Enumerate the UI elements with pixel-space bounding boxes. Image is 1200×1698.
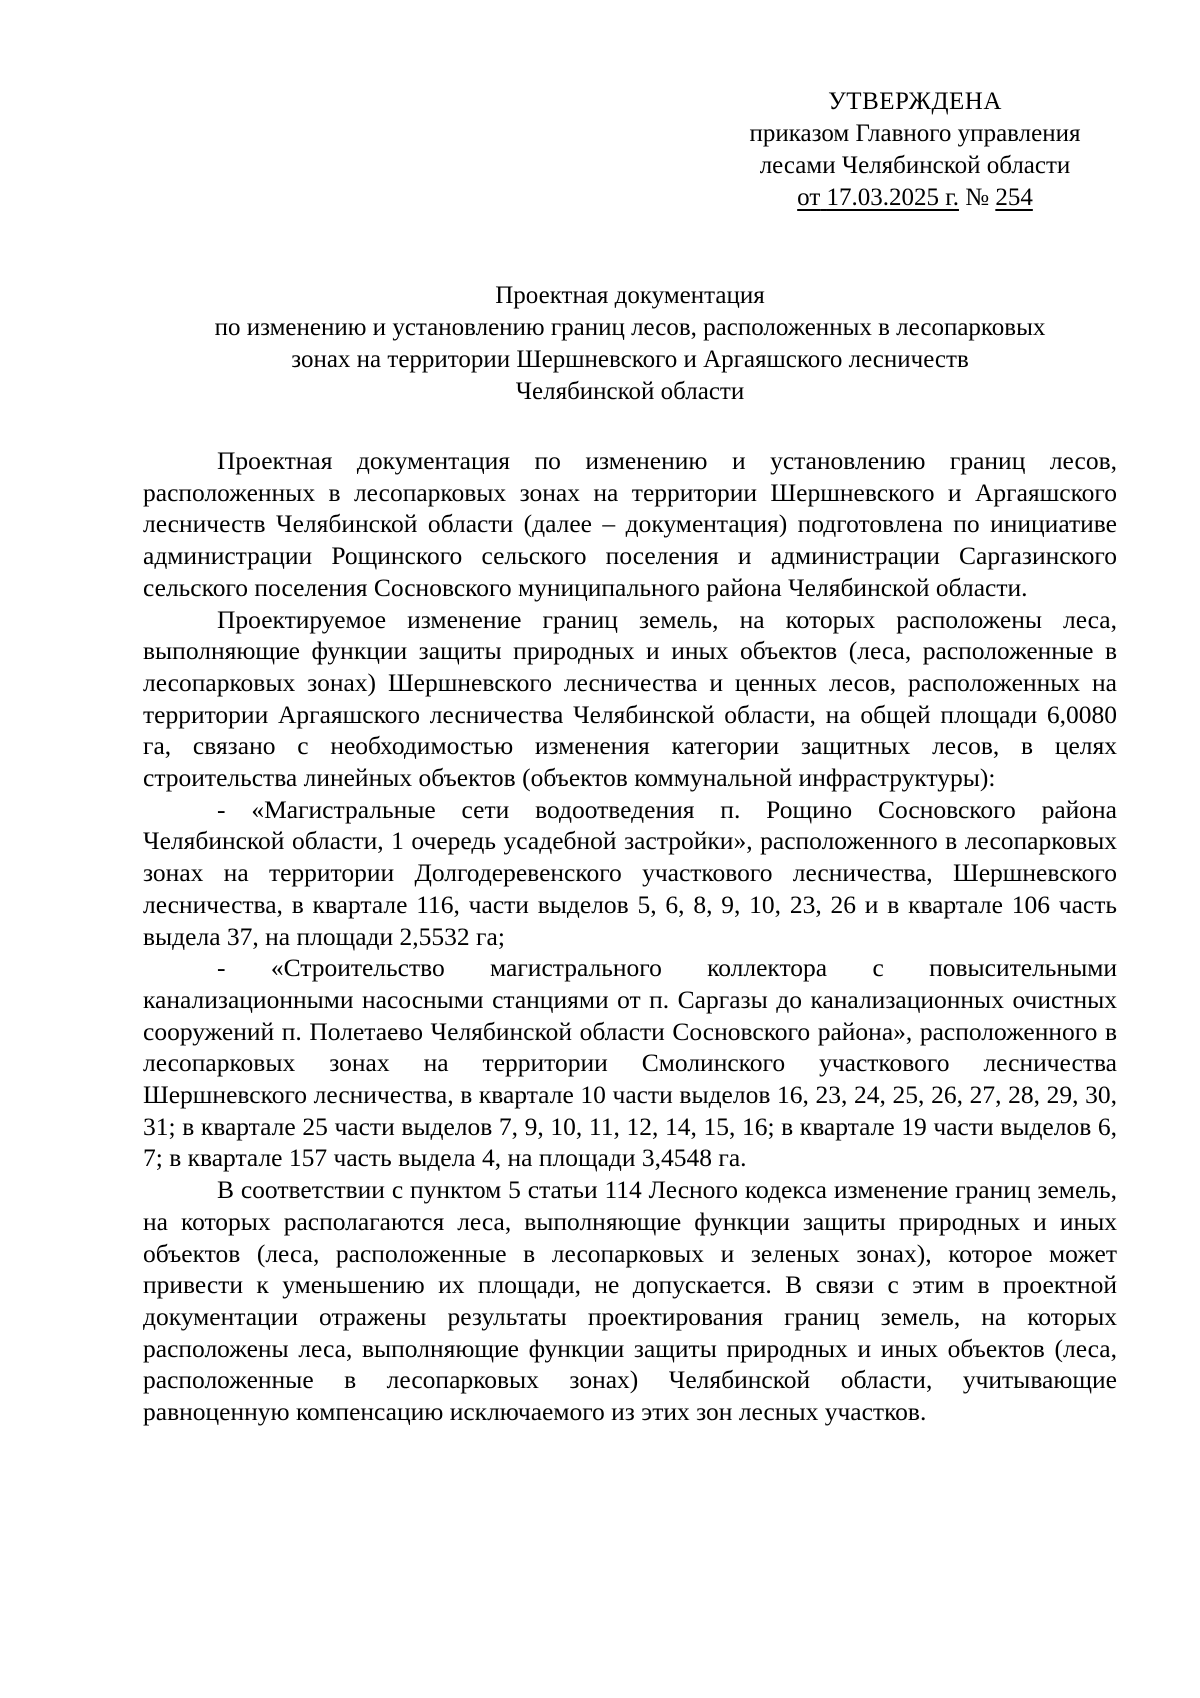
title-line-1: Проектная документация [495,282,765,309]
list-item-sewer-network: - «Магистральные сети водоотведения п. Рощино Сосновского района Челябинской области, 1 очередь усадебной застройки», расположенного в лесопарковых зонах на территории Долгодеревенского участкового лесничества, Шершневского лесничества, в квартале 116, части выделов 5, 6, 8, 9, 10, 23, 26 и в квартале 106 часть выдела 37, на площади 2,5532 га; [143,794,1117,951]
order-prefix: от [797,184,821,211]
paragraph-intro: Проектная документация по изменению и установлению границ лесов, расположенных в лесопарковых зонах на территории Шершневского и Аргаяшского лесничеств Челябинской области (далее – документация) подготовлена по инициативе администрации Рощинского сельского поселения и администрации Саргазинского сельского поселения Сосновского муниципального района Челябинской области. [143,446,1117,602]
title-line-3: зонах на территории Шершневского и Аргаяшского лесничеств [291,346,969,373]
approval-stamp-block [700,86,1130,214]
approval-order-line [700,182,1130,214]
document-body [143,445,1117,1428]
title-line-4: Челябинской области [515,378,745,405]
approval-line-2: лесами Челябинской области [759,152,1071,179]
order-date [797,184,959,211]
order-number-sign: № [965,184,990,211]
paragraph-boundary-change: Проектируемое изменение границ земель, на которых расположены леса, выполняющие функции защиты природных и иных объектов (леса, расположенные в лесопарковых зонах) Шершневского лесничества и ценных лесов, расположенных на территории Аргаяшского лесничества Челябинской области, на общей площади 6,0080 га, связано с необходимостью изменения категории защитных лесов, в целях строительства линейных объектов (объектов коммунальной инфраструктуры): [143,604,1117,793]
list-item-collector-construction: - «Строительство магистрального коллектора с повысительными канализационными насосными станциями от п. Саргазы до канализационных очистных сооружений п. Полетаево Челябинской области Сосновского района», расположенного в лесопарковых зонах на территории Смолинского участкового лесничества Шершневского лесничества, в квартале 10 части выделов 16, 23, 24, 25, 26, 27, 28, 29, 30, 31; в квартале 25 части выделов 7, 9, 10, 11, 12, 14, 15, 16; в квартале 19 части выделов 6, 7; в квартале 157 часть выдела 4, на площади 3,4548 га. [143,953,1117,1173]
title-line-2: по изменению и установлению границ лесов, расположенных в лесопарковых [214,314,1046,341]
order-number: 254 [995,184,1033,211]
approval-heading: УТВЕРЖДЕНА [828,88,1002,115]
paragraph-forest-code: В соответствии с пунктом 5 статьи 114 Лесного кодекса изменение границ земель, на которых располагаются леса, выполняющие функции защиты природных и иных объектов (леса, расположенные в лесопарковых и зеленых зонах), которое может привести к уменьшению их площади, не допускается. В связи с этим в проектной документации отражены результаты проектирования границ земель, на которых расположены леса, выполняющие функции защиты природных и иных объектов (леса, расположенные в лесопарковых зонах) Челябинской области, учитывающие равноценную компенсацию исключаемого из этих зон лесных участков. [143,1175,1117,1427]
document-title [140,280,1120,408]
order-date-value: 17.03.2025 г. [826,184,959,211]
approval-line-1: приказом Главного управления [749,120,1081,147]
